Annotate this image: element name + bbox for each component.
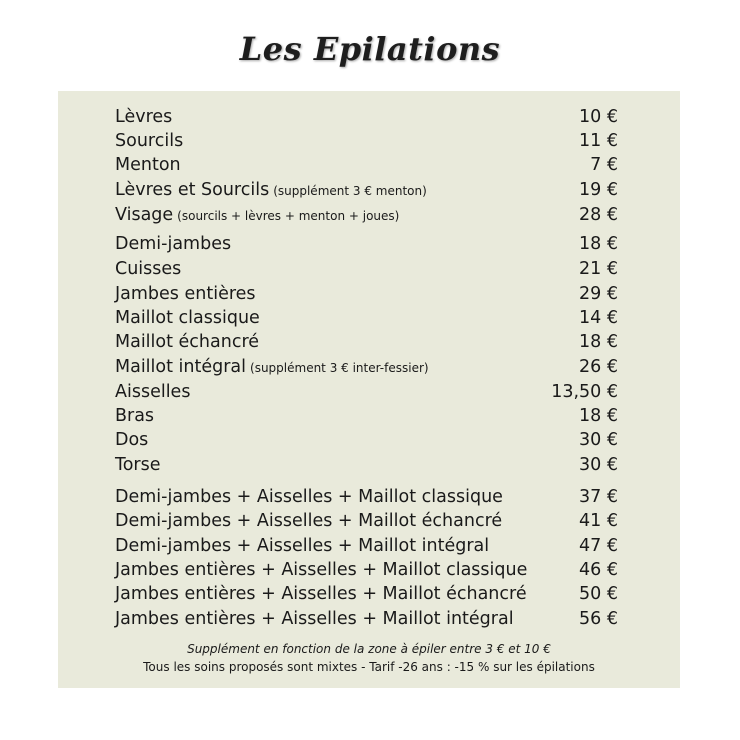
service-price: 13,50 € xyxy=(551,382,618,402)
price-row xyxy=(115,178,618,202)
page-title: Les Epilations xyxy=(239,30,501,68)
service-label: Demi-jambes xyxy=(115,234,232,254)
footer-supplement-note: Supplément en fonction de la zone à épiler entre 3 € et 10 € xyxy=(187,642,551,656)
price-row xyxy=(115,355,618,379)
service-price: 56 € xyxy=(579,609,618,629)
service-price: 28 € xyxy=(579,205,618,225)
service-label: Menton xyxy=(115,155,181,175)
service-name xyxy=(115,203,399,228)
price-row xyxy=(115,129,618,153)
service-price: 37 € xyxy=(579,487,618,507)
service-label: Maillot classique xyxy=(115,308,260,328)
service-price: 7 € xyxy=(590,155,618,175)
service-price: 30 € xyxy=(579,430,618,450)
service-price: 46 € xyxy=(579,560,618,580)
price-row xyxy=(115,380,618,404)
price-row xyxy=(115,282,618,306)
service-label: Jambes entières xyxy=(115,284,256,304)
price-row xyxy=(115,607,618,631)
service-name xyxy=(115,153,181,177)
service-label: Dos xyxy=(115,430,149,450)
service-label: Bras xyxy=(115,406,155,426)
service-name xyxy=(115,282,256,306)
service-name xyxy=(115,404,154,428)
price-row xyxy=(115,428,618,452)
service-note: (supplément 3 € inter-fessier) xyxy=(250,361,429,375)
price-row xyxy=(115,203,618,227)
price-row xyxy=(115,153,618,177)
service-name xyxy=(115,257,181,281)
service-price: 29 € xyxy=(579,284,618,304)
service-label: Sourcils xyxy=(115,131,184,151)
service-name xyxy=(115,607,514,631)
service-price: 41 € xyxy=(579,511,618,531)
service-price: 19 € xyxy=(579,180,618,200)
price-row xyxy=(115,509,618,533)
service-price: 18 € xyxy=(579,406,618,426)
service-price: 50 € xyxy=(579,584,618,604)
service-price: 21 € xyxy=(579,259,618,279)
service-label: Jambes entières + Aisselles + Maillot échancré xyxy=(115,584,527,604)
service-price: 18 € xyxy=(579,332,618,352)
service-label: Cuisses xyxy=(115,259,182,279)
price-row xyxy=(115,404,618,428)
service-price: 30 € xyxy=(579,455,618,475)
service-name xyxy=(115,129,183,153)
price-row xyxy=(115,453,618,477)
service-price: 18 € xyxy=(579,234,618,254)
service-price: 26 € xyxy=(579,357,618,377)
service-label: Maillot intégral xyxy=(115,357,247,377)
service-name xyxy=(115,380,190,404)
service-note: (sourcils + lèvres + menton + joues) xyxy=(177,209,400,223)
footer-discount-note: Tous les soins proposés sont mixtes - Tarif -26 ans : -15 % sur les épilations xyxy=(143,660,595,674)
service-price: 14 € xyxy=(579,308,618,328)
service-label: Jambes entières + Aisselles + Maillot intégral xyxy=(115,609,514,629)
service-name xyxy=(115,509,502,533)
service-label: Demi-jambes + Aisselles + Maillot échancré xyxy=(115,511,503,531)
price-row xyxy=(115,105,618,129)
service-name xyxy=(115,330,259,354)
price-row xyxy=(115,257,618,281)
service-name xyxy=(115,534,489,558)
price-row xyxy=(115,330,618,354)
service-label: Jambes entières + Aisselles + Maillot classique xyxy=(115,560,528,580)
price-row xyxy=(115,534,618,558)
service-label: Demi-jambes + Aisselles + Maillot classique xyxy=(115,487,503,507)
price-row xyxy=(115,232,618,256)
service-name xyxy=(115,355,429,380)
service-price: 10 € xyxy=(579,107,618,127)
price-row xyxy=(115,306,618,330)
service-label: Aisselles xyxy=(115,382,191,402)
service-name xyxy=(115,232,231,256)
service-label: Maillot échancré xyxy=(115,332,260,352)
service-label: Lèvres et Sourcils xyxy=(115,180,270,200)
price-row xyxy=(115,485,618,509)
service-name xyxy=(115,558,527,582)
service-label: Torse xyxy=(115,455,161,475)
service-label: Demi-jambes + Aisselles + Maillot intégral xyxy=(115,536,490,556)
service-note: (supplément 3 € menton) xyxy=(273,184,427,198)
service-label: Visage xyxy=(115,205,174,225)
service-name xyxy=(115,453,161,477)
price-row xyxy=(115,582,618,606)
price-row xyxy=(115,558,618,582)
service-price: 11 € xyxy=(579,131,618,151)
service-price: 47 € xyxy=(579,536,618,556)
service-name xyxy=(115,306,260,330)
service-name xyxy=(115,582,527,606)
service-name xyxy=(115,428,148,452)
service-name xyxy=(115,105,172,129)
service-name xyxy=(115,178,427,203)
service-name xyxy=(115,485,503,509)
service-label: Lèvres xyxy=(115,107,173,127)
